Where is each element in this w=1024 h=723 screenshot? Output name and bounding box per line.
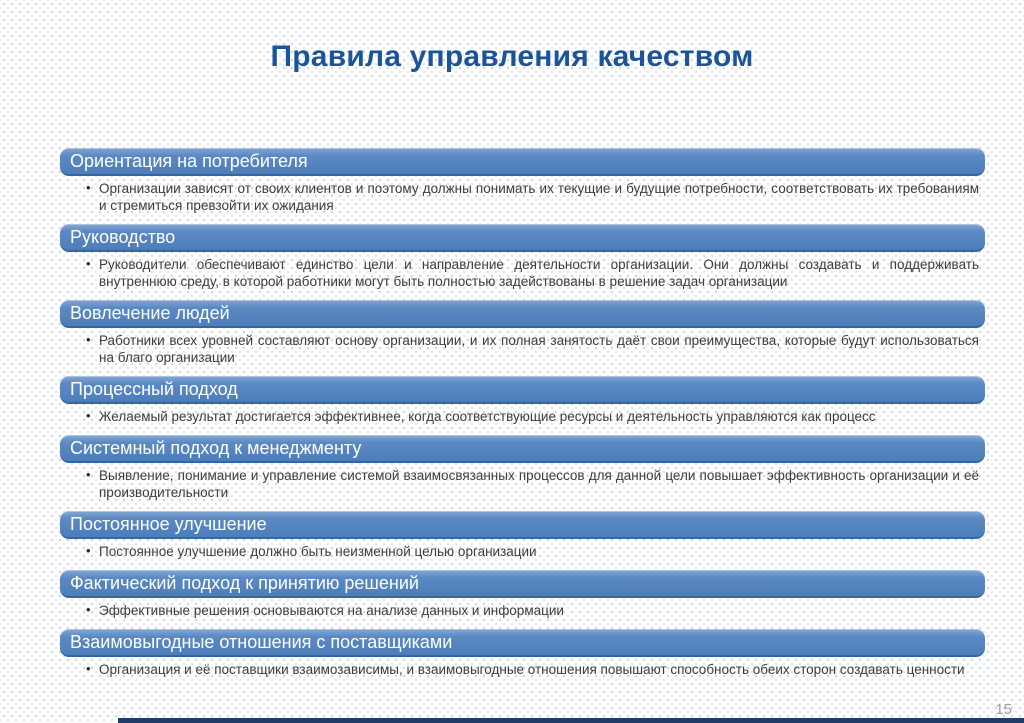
section-bullet-text: Организация и её поставщики взаимозависимы, и взаимовыгодные отношения повышают способность обеих сторон создавать ценности: [99, 662, 965, 677]
section: [60, 629, 985, 678]
section-heading: Постоянное улучшение: [70, 514, 267, 534]
section-paragraph: [60, 543, 985, 560]
bullet-marker: •: [86, 180, 91, 195]
section-header-bar: [60, 629, 985, 657]
section: [60, 300, 985, 366]
section-paragraph: [60, 332, 985, 366]
section-header-bar: [60, 511, 985, 539]
section-paragraph: [60, 408, 985, 425]
bullet-marker: •: [86, 332, 91, 347]
bullet-marker: •: [86, 467, 91, 482]
bullet-marker: •: [86, 602, 91, 617]
bullet-marker: •: [86, 256, 91, 271]
section-header-bar: [60, 435, 985, 463]
section-paragraph: [60, 256, 985, 290]
section-header-bar: [60, 570, 985, 598]
section-paragraph: [60, 467, 985, 501]
section-bullet-text: Выявление, понимание и управление системой взаимосвязанных процессов для данной цели повышает эффективность организации и её производительности: [99, 468, 979, 500]
section-header-bar: [60, 376, 985, 404]
section-heading: Фактический подход к принятию решений: [70, 573, 419, 593]
section-heading: Процессный подход: [70, 379, 238, 399]
section: [60, 376, 985, 425]
section-heading: Системный подход к менеджменту: [70, 438, 362, 458]
section-bullet-text: Желаемый результат достигается эффективнее, когда соответствующие ресурсы и деятельность управляются как процесс: [99, 409, 876, 424]
section-bullet-text: Организации зависят от своих клиентов и поэтому должны понимать их текущие и будущие потребности, соответствовать их требованиям и стремиться превзойти их ожидания: [99, 181, 979, 213]
section-bullet-text: Эффективные решения основываются на анализе данных и информации: [99, 603, 564, 618]
section-header-bar: [60, 148, 985, 176]
section: [60, 148, 985, 214]
bullet-marker: •: [86, 408, 91, 423]
section-paragraph: [60, 180, 985, 214]
section: [60, 570, 985, 619]
bullet-marker: •: [86, 661, 91, 676]
section: [60, 224, 985, 290]
section-header-bar: [60, 224, 985, 252]
section-header-bar: [60, 300, 985, 328]
section-bullet-text: Руководители обеспечивают единство цели и направление деятельности организации. Они должны создавать и поддерживать внутреннюю среду, в которой работники могут быть полностью задействованы в решение задач организации: [99, 257, 979, 289]
bottom-accent-bar: [118, 718, 1024, 723]
section-paragraph: [60, 602, 985, 619]
bullet-marker: •: [86, 543, 91, 558]
section-heading: Руководство: [70, 227, 176, 247]
section-heading: Вовлечение людей: [70, 303, 230, 323]
section-paragraph: [60, 661, 985, 678]
page-number: 15: [995, 701, 1012, 718]
section-bullet-text: Работники всех уровней составляют основу организации, и их полная занятость даёт свои преимущества, которые будут использоваться на благо организации: [99, 333, 979, 365]
section-bullet-text: Постоянное улучшение должно быть неизменной целью организации: [99, 544, 537, 559]
section-heading: Взаимовыгодные отношения с поставщиками: [70, 632, 453, 652]
page-title: Правила управления качеством: [270, 40, 754, 73]
section: [60, 511, 985, 560]
sections-list: [60, 148, 985, 678]
section-heading: Ориентация на потребителя: [70, 151, 308, 171]
section: [60, 435, 985, 501]
